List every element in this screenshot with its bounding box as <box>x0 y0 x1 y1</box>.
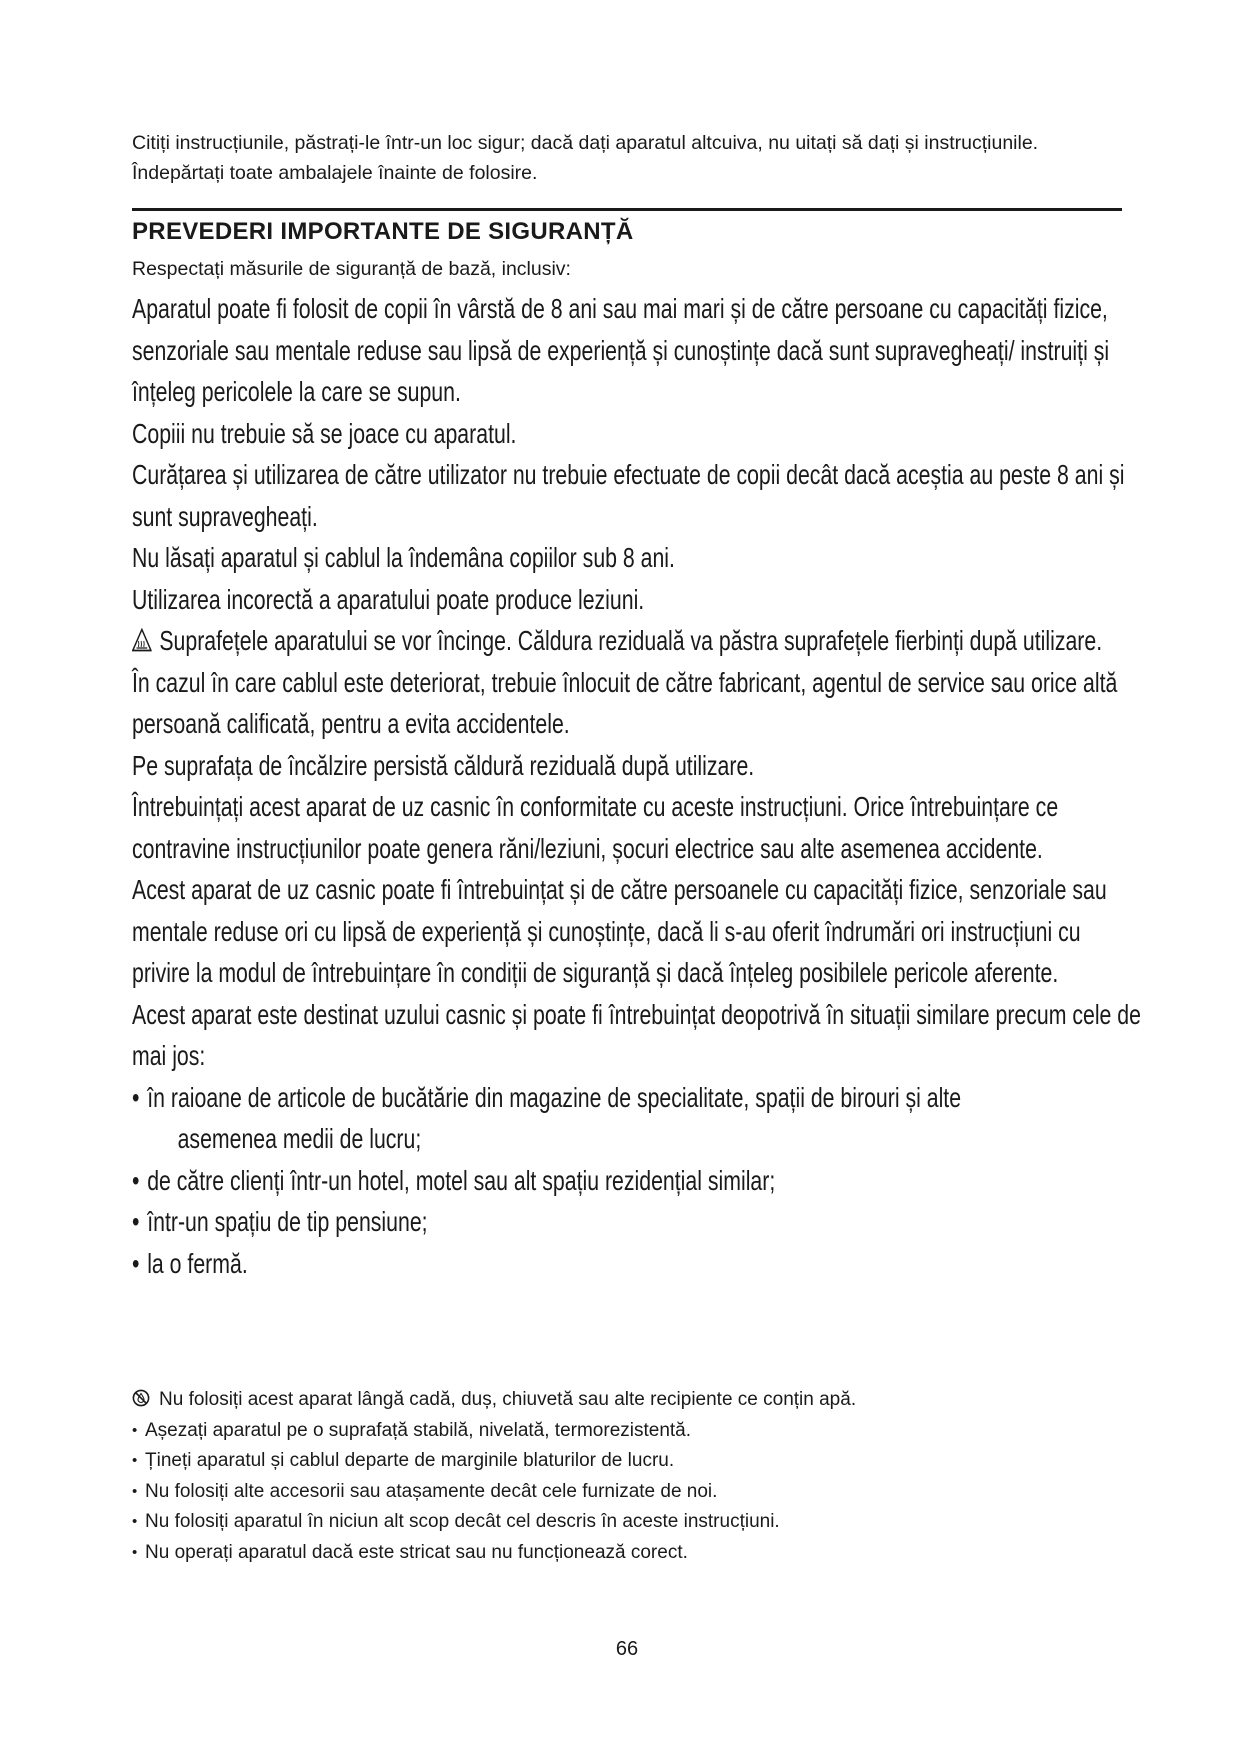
bullet: • <box>132 1081 140 1113</box>
list-item-text: la o fermă. <box>147 1247 248 1279</box>
paragraph-keep-away: Nu lăsați aparatul și cablul la îndemâna copiilor sub 8 ani. <box>132 542 675 573</box>
no-water-icon <box>132 1389 150 1407</box>
bullet: • <box>132 1164 140 1196</box>
manual-page <box>132 0 1141 1754</box>
prohibition-note <box>132 1385 1142 1416</box>
list-item <box>132 1538 1142 1569</box>
paragraph-no-play: Copiii nu trebuie să se joace cu aparatul. <box>132 417 517 449</box>
paragraph-use-per-instructions: Întrebuințați acest aparat de uz casnic în conformitate cu aceste instrucțiuni. Orice întrebuințare ce contravine instrucțiunilor poate genera răni/leziuni, șocuri electrice sau alte asemenea accidente. <box>132 791 1059 864</box>
section-heading: PREVEDERI IMPORTANTE DE SIGURANȚĂ <box>132 218 634 245</box>
safety-instructions <box>132 288 1142 1284</box>
precautions-list <box>132 1416 1142 1569</box>
list-item-text: Țineți aparatul și cablul departe de marginile blaturilor de lucru. <box>145 1450 675 1471</box>
usage-locations-list <box>132 1077 1142 1285</box>
paragraph-residual-heat: Pe suprafața de încălzire persistă căldură reziduală după utilizare. <box>132 749 755 781</box>
paragraph-hot-surface <box>132 620 1143 662</box>
bullet: • <box>132 1482 138 1500</box>
bullet: • <box>132 1247 140 1279</box>
list-item <box>132 1243 1143 1285</box>
paragraph-children-supervision: Aparatul poate fi folosit de copii în vârstă de 8 ani sau mai mari și de către persoane cu capacități fizice, senzoriale sau mentale reduse sau lipsă de experiență și cunoștințe dacă sunt supravegheați/ instruiți și înțeleg pericolele la care se supun. <box>132 293 1110 407</box>
list-item <box>132 1446 1142 1477</box>
list-item <box>132 1201 1143 1243</box>
paragraph-household-use: Acest aparat este destinat uzului casnic și poate fi întrebuințat deopotrivă în situații similare precum cele de mai jos: <box>132 998 1141 1071</box>
prohibition-text: Nu folosiți acest aparat lângă cadă, duș, chiuvetă sau alte recipiente ce conțin apă. <box>159 1389 857 1410</box>
hot-surface-text: Suprafețele aparatului se vor încinge. Căldura reziduală va păstra suprafețele fierbinți după utilizare. <box>159 625 1103 656</box>
list-item-text: Nu operați aparatul dacă este stricat sau nu funcționează corect. <box>145 1541 688 1563</box>
list-item-text: în raioane de articole de bucătărie din magazine de specialitate, spații de birouri și alte <box>147 1081 962 1113</box>
list-item-text: de către clienți într-un hotel, motel sau alt spațiu rezidențial similar; <box>147 1164 776 1196</box>
bullet: • <box>132 1513 138 1530</box>
paragraph-cleaning: Curățarea și utilizarea de către utilizator nu trebuie efectuate de copii decât dacă aceștia au peste 8 ani și sunt supravegheați. <box>132 459 1125 532</box>
list-item-text: Nu folosiți alte accesorii sau atașamente decât cele furnizate de noi. <box>145 1480 718 1502</box>
bullet: • <box>132 1543 138 1561</box>
page-number: 66 <box>615 1638 639 1660</box>
list-item <box>132 1077 1143 1160</box>
intro-line-2: Îndepărtați toate ambalajele înainte de folosire. <box>132 162 538 184</box>
intro-text <box>132 128 1122 188</box>
bullet: • <box>132 1421 138 1439</box>
bullet: • <box>132 1452 138 1469</box>
paragraph-reduced-capacity: Acest aparat de uz casnic poate fi întrebuințat și de către persoanele cu capacități fizice, senzoriale sau mentale reduse ori cu lipsă de experiență și cunoștințe, dacă li s-au oferit îndrumări ori instrucțiuni cu privire la modul de întrebuințare în condiții de siguranță și dacă înțeleg posibilele pericole aferente. <box>132 874 1107 988</box>
list-item-text: Nu folosiți aparatul în niciun alt scop decât cel descris în aceste instrucțiuni. <box>145 1511 780 1532</box>
list-item-text-continued: asemenea medii de lucru; <box>177 1123 422 1154</box>
paragraph-damaged-cable: În cazul în care cablul este deteriorat, trebuie înlocuit de către fabricant, agentul de service sau orice altă persoană calificată, pentru a evita accidentele. <box>132 666 1118 739</box>
list-item-text: într-un spațiu de tip pensiune; <box>147 1206 428 1237</box>
section-subheading: Respectați măsurile de siguranță de bază, inclusiv: <box>132 258 571 280</box>
list-item <box>132 1477 1142 1508</box>
list-item <box>132 1416 1142 1447</box>
list-item <box>132 1507 1142 1538</box>
hot-surface-warning-icon <box>132 628 152 652</box>
section-divider <box>132 208 1122 211</box>
additional-precautions <box>132 1385 1142 1568</box>
list-item <box>132 1160 1143 1202</box>
bullet: • <box>132 1206 140 1237</box>
list-item-text: Așezați aparatul pe o suprafață stabilă, nivelată, termorezistentă. <box>145 1419 692 1441</box>
paragraph-misuse: Utilizarea incorectă a aparatului poate produce leziuni. <box>132 583 645 615</box>
intro-line-1: Citiți instrucțiunile, păstrați-le într-un loc sigur; dacă dați aparatul altcuiva, nu uitați să dați și instrucțiunile. <box>132 132 1039 154</box>
